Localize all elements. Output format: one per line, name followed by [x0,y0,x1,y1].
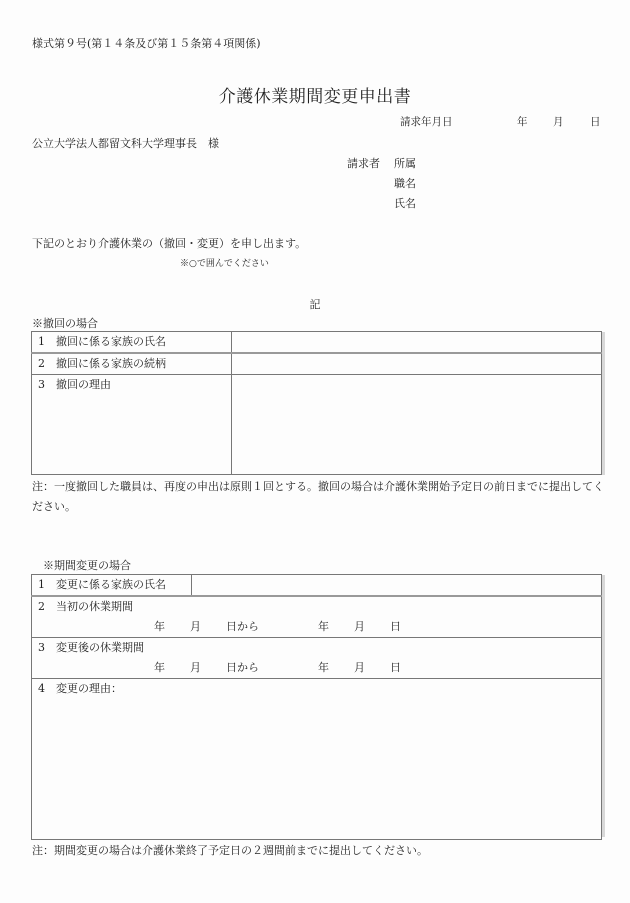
withdrawal-note: 注：一度撤回した職員は、再度の申出は原則１回とする。撤回の場合は介護休業開始予定日の前日までに提出してください。 [32,480,604,513]
change-reason-label: 4 変更の理由： [38,682,122,695]
change-family-name-label: 1 変更に係る家族の氏名 [32,575,192,595]
request-day-label: 日 [590,116,601,128]
table-shadow [602,575,605,837]
request-year-label: 年 [517,116,528,128]
original-period-label: 2 当初の休業期間 [38,600,133,613]
table-row [32,679,602,840]
year-label: 年 [154,661,165,674]
affiliation-field-label: 所属 [394,157,416,170]
day-from-label: 日から [226,620,259,633]
withdrawal-family-name-label: 1 撤回に係る家族の氏名 [32,332,232,354]
month-label: 月 [354,620,365,633]
day-from-label: 日から [226,661,259,674]
withdrawal-family-name-field[interactable] [232,332,602,354]
table-row [32,332,602,354]
period-change-heading: ※期間変更の場合 [43,559,131,572]
withdrawal-relationship-field[interactable] [232,353,602,375]
table-row [32,353,602,375]
ki-heading: 記 [309,298,321,311]
table-row [32,375,602,475]
year-label: 年 [318,661,329,674]
withdrawal-reason-field[interactable] [232,375,602,475]
withdrawal-relationship-label: 2 撤回に係る家族の続柄 [32,353,232,375]
month-label: 月 [354,661,365,674]
table-row [32,596,602,638]
intro-text: 下記のとおり介護休業の（撤回・変更）を申し出ます。 [32,237,307,250]
month-label: 月 [190,620,201,633]
form-number: 様式第９号(第１４条及び第１５条第４項関係) [32,37,261,50]
table-shadow [602,332,605,475]
changed-period-label: 3 変更後の休業期間 [38,641,144,654]
changed-period-dates[interactable] [38,658,601,678]
year-label: 年 [154,620,165,633]
withdrawal-heading: ※撤回の場合 [32,317,98,330]
day-label: 日 [390,620,401,633]
requester-label: 請求者 [347,157,380,170]
month-label: 月 [190,661,201,674]
change-family-name-field[interactable] [192,575,601,595]
year-label: 年 [318,620,329,633]
request-month-label: 月 [553,116,564,128]
circle-note: ※○で囲んでください [180,259,269,269]
original-period-dates[interactable] [38,617,601,637]
period-change-note: 注：期間変更の場合は介護休業終了予定日の２週間前までに提出してください。 [32,844,428,857]
addressee: 公立大学法人都留文科大学理事長 様 [32,137,219,150]
request-date-label: 請求年月日 [400,116,453,128]
withdrawal-table [31,331,602,475]
table-row [32,575,602,597]
position-field-label: 職名 [394,177,416,190]
period-change-table [31,574,602,840]
page-title: 介護休業期間変更申出書 [218,87,412,107]
withdrawal-reason-label: 3 撤回の理由 [32,375,232,475]
change-reason-field[interactable] [32,679,602,840]
day-label: 日 [390,661,401,674]
name-field-label: 氏名 [394,197,416,210]
table-row [32,638,602,679]
